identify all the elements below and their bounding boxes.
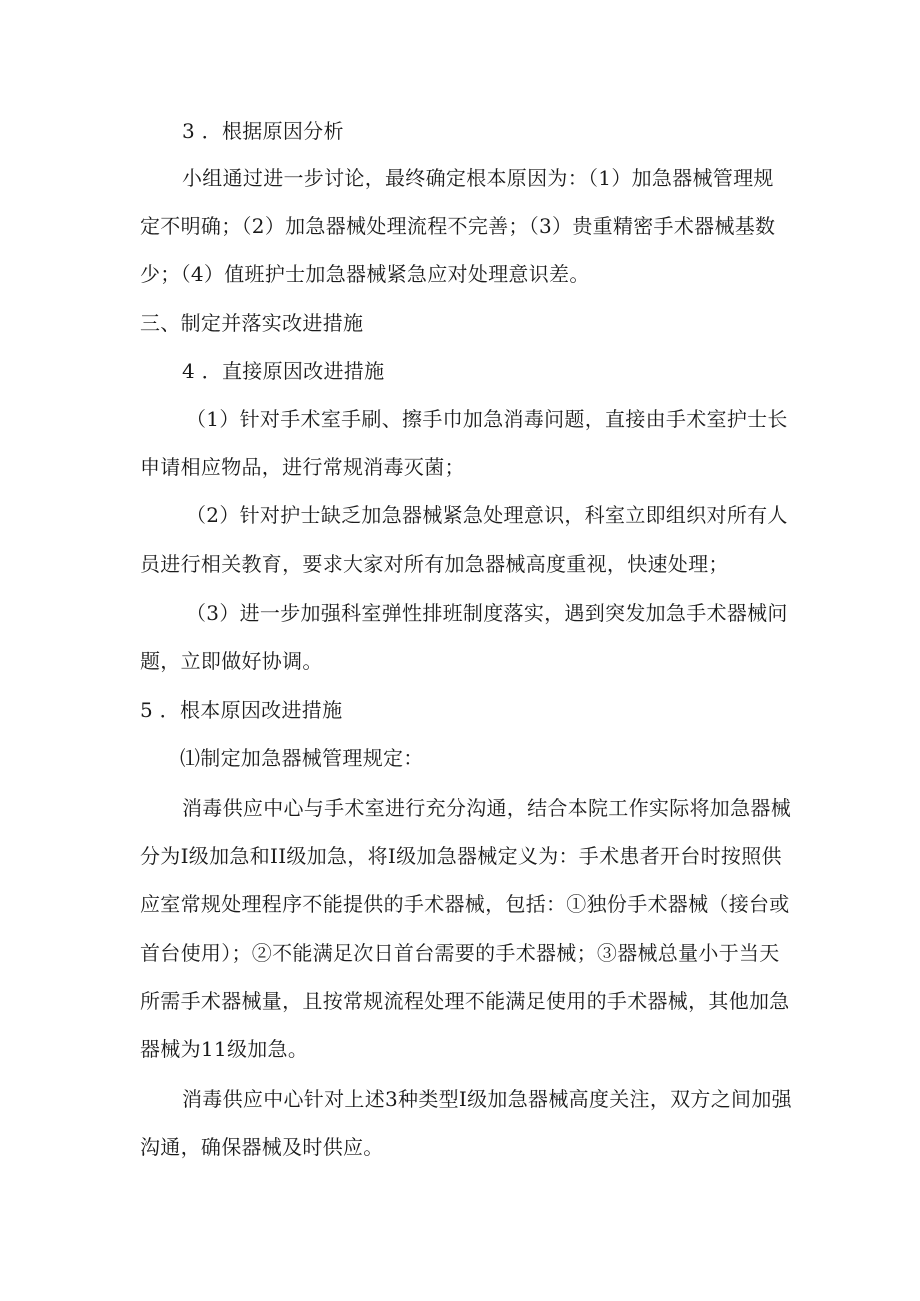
paragraph-line: 申请相应物品，进行常规消毒灭菌；	[140, 455, 465, 479]
chapter-heading-3: 三、制定并落实改进措施	[140, 311, 364, 335]
paragraph-line: 沟通，确保器械及时供应。	[140, 1135, 384, 1159]
section-heading-3: 3 ．根据原因分析	[182, 119, 344, 143]
paragraph-line: 首台使用）；②不能满足次日首台需要的手术器械；③器械总量小于当天	[140, 941, 780, 965]
section-heading-4: 4 ．直接原因改进措施	[182, 359, 385, 383]
paragraph-line: 题，立即做好协调。	[140, 649, 323, 673]
paragraph-line: 器械为11级加急。	[140, 1037, 309, 1061]
paragraph-line: 定不明确；（2）加急器械处理流程不完善；（3）贵重精密手术器械基数	[140, 214, 776, 238]
section-heading-5: 5 ．根本原因改进措施	[140, 698, 343, 722]
paragraph-line: 少；（4）值班护士加急器械紧急应对处理意识差。	[140, 262, 590, 286]
paragraph-line: 小组通过进一步讨论，最终确定根本原因为：（1）加急器械管理规	[182, 166, 774, 190]
paragraph-line: 分为I级加急和II级加急，将I级加急器械定义为：手术患者开台时按照供	[140, 844, 782, 868]
paragraph-line: 消毒供应中心针对上述3种类型I级加急器械高度关注，双方之间加强	[182, 1087, 792, 1111]
paragraph-line: 员进行相关教育，要求大家对所有加急器械高度重视，快速处理；	[140, 552, 729, 576]
paragraph-line: （1）针对手术室手刷、擦手巾加急消毒问题，直接由手术室护士长	[186, 407, 788, 431]
paragraph-line: （3）进一步加强科室弹性排班制度落实，遇到突发加急手术器械问	[186, 601, 788, 625]
paragraph-line: 消毒供应中心与手术室进行充分沟通，结合本院工作实际将加急器械	[182, 796, 791, 820]
subsection-heading: ⑴制定加急器械管理规定：	[180, 746, 424, 770]
paragraph-line: （2）针对护士缺乏加急器械紧急处理意识，科室立即组织对所有人	[186, 503, 788, 527]
paragraph-line: 所需手术器械量，且按常规流程处理不能满足使用的手术器械，其他加急	[140, 989, 790, 1013]
paragraph-line: 应室常规处理程序不能提供的手术器械，包括：①独份手术器械（接台或	[140, 892, 790, 916]
